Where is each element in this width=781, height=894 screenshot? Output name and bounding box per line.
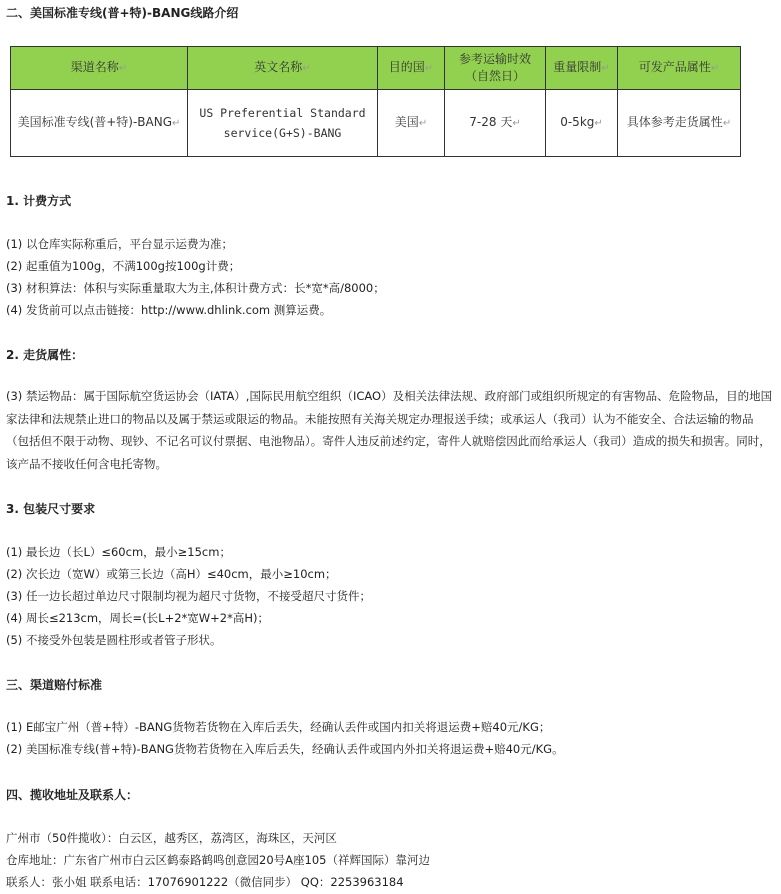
header-english-name: 英文名称↵ bbox=[188, 47, 378, 90]
cell-transit-time: 7-28 天↵ bbox=[445, 90, 546, 157]
header-weight-limit: 重量限制↵ bbox=[546, 47, 618, 90]
packaging-item: (1) 最长边（长L）≤60cm，最小≥15cm； bbox=[6, 545, 231, 559]
pickup-item: 广州市（50件揽收）：白云区，越秀区，荔湾区，海珠区，天河区 bbox=[6, 831, 337, 845]
cell-destination: 美国↵ bbox=[378, 90, 445, 157]
table-row bbox=[11, 90, 741, 157]
cell-channel-name: 美国标准专线(普+特)-BANG↵ bbox=[11, 90, 188, 157]
pickup-item: 联系人：张小姐 联系电话：17076901222（微信同步） QQ：2253963184 bbox=[6, 875, 404, 889]
section-title-route-intro: 二、美国标准专线(普+特)-BANG线路介绍 bbox=[6, 6, 239, 20]
header-product-attributes: 可发产品属性↵ bbox=[618, 47, 741, 90]
packaging-item: (2) 次长边（宽W）或第三长边（高H）≤40cm，最小≥10cm； bbox=[6, 567, 337, 581]
section-title-billing: 1. 计费方式 bbox=[6, 194, 72, 208]
header-channel-name: 渠道名称↵ bbox=[11, 47, 188, 90]
cell-product-attributes: 具体参考走货属性↵ bbox=[618, 90, 741, 157]
section-title-packaging: 3. 包装尺寸要求 bbox=[6, 502, 96, 516]
billing-item: (4) 发货前可以点击链接：http://www.dhlink.com 测算运费。 bbox=[6, 303, 332, 317]
packaging-item: (4) 周长≤213cm，周长=(长L+2*宽W+2*高H)； bbox=[6, 611, 269, 625]
pickup-item: 仓库地址：广东省广州市白云区鹤泰路鹤鸣创意园20号A座105（祥辉国际）靠河边 bbox=[6, 853, 430, 867]
cell-english-name: US Preferential Standard service(G+S)-BANG bbox=[188, 90, 378, 157]
cell-weight-limit: 0-5kg↵ bbox=[546, 90, 618, 157]
billing-item: (3) 材积算法：体积与实际重量取大为主,体积计费方式：长*宽*高/8000； bbox=[6, 281, 385, 295]
section-title-compensation: 三、渠道赔付标准 bbox=[6, 678, 103, 692]
packaging-item: (3) 任一边长超过单边尺寸限制均视为超尺寸货物，不接受超尺寸货件； bbox=[6, 589, 371, 603]
section-title-attributes: 2. 走货属性： bbox=[6, 348, 84, 362]
compensation-item: (1) E邮宝广州（普+特）-BANG货物若货物在入库后丢失，经确认丢件或国内扣关将退运费+赔40元/KG； bbox=[6, 720, 551, 734]
packaging-item: (5) 不接受外包装是圆柱形或者管子形状。 bbox=[6, 633, 222, 647]
attributes-paragraph: (3) 禁运物品：属于国际航空货运协会（IATA）,国际民用航空组织（ICAO）及相关法律法规、政府部门或组织所规定的有害物品、危险物品，目的地国家法律和法规禁止进口的物品以及属于禁运或限运的物品。未能按照有关海关规定办理报送手续；或承运人（我司）认为不能安全、合法运输的物品（包括但不限于动物、现钞、不记名可议付票据、电池物品）。寄件人违反前述约定，寄件人就赔偿因此而给承运人（我司）造成的损失和损害。同时，该产品不接收任何含电托寄物。 bbox=[6, 389, 773, 471]
header-transit-time: 参考运输时效 （自然日） bbox=[445, 47, 546, 90]
compensation-item: (2) 美国标准专线(普+特)-BANG货物若货物在入库后丢失，经确认丢件或国内外扣关将退运费+赔40元/KG。 bbox=[6, 742, 564, 756]
header-destination: 目的国↵ bbox=[378, 47, 445, 90]
billing-item: (2) 起重值为100g，不满100g按100g计费； bbox=[6, 259, 241, 273]
table-header-row bbox=[11, 47, 741, 90]
channel-table bbox=[10, 46, 741, 157]
billing-item: (1) 以仓库实际称重后，平台显示运费为准； bbox=[6, 237, 233, 251]
section-title-pickup: 四、揽收地址及联系人： bbox=[6, 788, 139, 802]
